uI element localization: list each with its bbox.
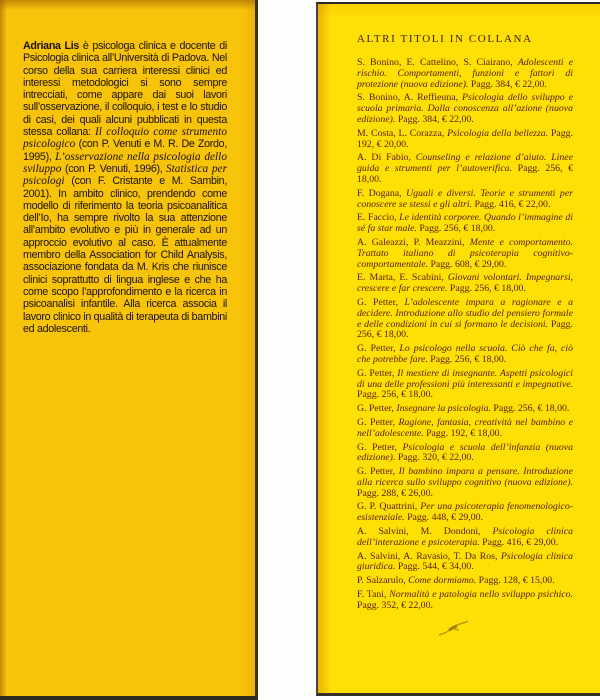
book-item: F. Tani, Normalità e patologia nello sviluppo psichico. Pagg. 352, € 22,00. xyxy=(357,589,573,611)
book-item: G. Petter, Il mestiere di insegnante. Aspetti psicologici di una delle professioni più interessanti e impegnative. Pagg. 256, € 18,00. xyxy=(357,367,573,401)
book-item: E. Marta, E. Scabini, Giovani volontari. Impegnarsi, crescere e far crescere. Pagg. 256, € 18,00. xyxy=(357,272,573,295)
book-item: F. Dogana, Uguali e diversi. Teorie e strumenti per conoscere se stessi e gli altri. Pagg. 416, € 22,00. xyxy=(357,187,573,210)
author-bio: Adriana Lis è psicologa clinica e docente di Psicologia clinica all’Università di Padova. Nel corso della sua carriera interessi clinici ed interessi metodologici si sono sempre intrecciati, come appare dai suoi lavori sull’osservazione, il colloquio, i test e lo studio di casi, dei quali alcuni pubblicati in questa stessa collana: Il colloquio come strumento psicologico (con P. Venuti e M. R. De Zordo, 1995), L’osservazione nella psicologia dello sviluppo (con P. Venuti, 1996), Statistica per psicologi (con F. Cristante e M. Sambin, 2001). In ambito clinico, prendendo come modello di riferimento la teoria psicoanalitica dell’Io, ha sempre rivolto la sua attenzione all’ambito evolutivo e più in generale ad un approccio evolutivo al caso. È attualmente membro della Association for Child Analysis, associazione fondata da M. Kris che riunisce clinici soprattutto di lingua inglese e che ha come scopo l’approfondimento e la ricerca in psicoanalisi infantile. Alla ricerca associa il lavoro clinico in qualità di terapeuta di bambini ed adolescenti. xyxy=(23,40,227,335)
book-list xyxy=(357,58,573,612)
left-flap xyxy=(0,0,258,700)
book-item: P. Salzarulo, Come dormiamo. Pagg. 128, € 15,00. xyxy=(357,575,555,587)
book-item: G. Petter, Insegnare la psicologia. Pagg. 256, € 18,00. xyxy=(357,403,570,415)
book-item: A. Di Fabio, Counseling e relazione d’aiuto. Linee guida e strumenti per l’autoverifica. Pagg. 256, € 18,00. xyxy=(357,152,574,185)
book-item: E. Faccio, Le identità corporee. Quando l’immagine di sé fa star male. Pagg. 256, € 18,00. xyxy=(357,212,573,235)
ink-smudge-mark xyxy=(436,617,474,639)
book-item: G. Petter, Lo psicologo nella scuola. Ciò che fa, ciò che potrebbe fare. Pagg. 256, € 18,00. xyxy=(357,343,573,365)
book-item: A. Salvini, A. Ravasio, T. Da Ros, Psicologia clinica giuridica. Pagg. 544, € 34,00. xyxy=(357,550,573,573)
book-item: A. Salvini, M. Dondoni, Psicologia clinica dell’interazione e psicoterapia. Pagg. 416, € 29,00. xyxy=(357,526,573,548)
right-flap xyxy=(316,2,600,696)
ink-smudge xyxy=(436,617,474,639)
book-item: G. Petter, L’adolescente impara a ragionare e a decidere. Introduzione allo studio del pensiero formale e delle condizioni in cui si formano le decisioni. Pagg. 256, € 18,00. xyxy=(357,296,573,341)
book-item: M. Costa, L. Corazza, Psicologia della bellezza. Pagg. 192, € 20,00. xyxy=(357,127,573,150)
series-heading: ALTRI TITOLI IN COLLANA xyxy=(357,33,533,45)
book-item: G. Petter, Psicologia e scuola dell’infanzia (nuova edizione). Pagg. 320, € 22,00. xyxy=(357,441,573,464)
book-item: G. Petter, Il bambino impara a pensare. Introduzione alla ricerca sullo sviluppo cognitivo (nuova edizione). Pagg. 288, € 26,00. xyxy=(357,466,573,499)
book-item: S. Bonino, E. Cattelino, S. Ciairano, Adolescenti e rischio. Comportamenti, funzioni e fattori di protezione (nuova edizione). Pagg. 384, € 22,00. xyxy=(357,57,573,90)
book-item: G. P. Quattrini, Per una psicoterapia fenomenologico-esistenziale. Pagg. 448, € 29,00. xyxy=(357,501,573,524)
book-item: S. Bonino, A. Reffieuna, Psicologia dello sviluppo e scuola primaria. Dalla conoscenza all’azione (nuova edizione). Pagg. 384, € 22,00. xyxy=(357,92,574,125)
book-item: A. Galeazzi, P. Meazzini, Mente e comportamento. Trattato italiano di psicoterapia cognitivo-comportamentale. Pagg. 608, € 29,00. xyxy=(357,236,573,270)
book-item: G. Petter, Ragione, fantasia, creatività nel bambino e nell’adolescente. Pagg. 192, € 18,00. xyxy=(357,416,573,439)
